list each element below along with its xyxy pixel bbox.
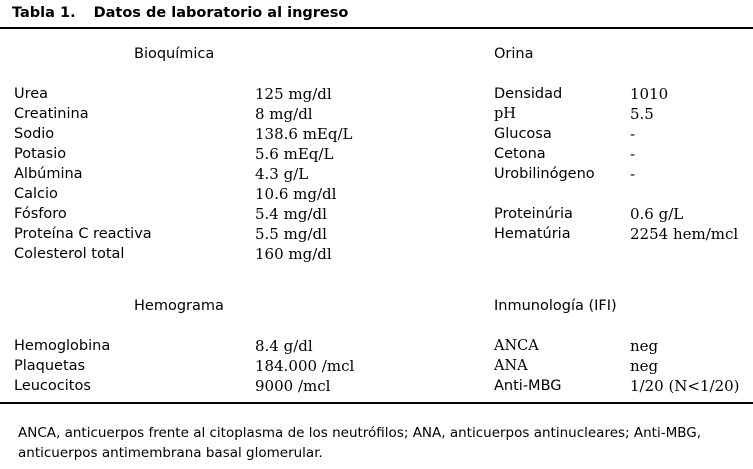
- table-number: Tabla 1.: [12, 5, 76, 21]
- row-label-ph: pH: [494, 106, 516, 122]
- row-label-hematuria: Hematúria: [494, 226, 571, 242]
- row-label-anca: ANCA: [494, 338, 539, 354]
- section-heading-hemograma: Hemograma: [134, 298, 224, 314]
- row-value-densidad: 1010: [630, 85, 669, 103]
- section-heading-orina: Orina: [494, 46, 534, 62]
- row-label-plaquetas: Plaquetas: [14, 358, 86, 374]
- top-rule: [0, 27, 753, 29]
- row-label-ana: ANA: [494, 358, 528, 374]
- table-title: [12, 5, 348, 21]
- row-value-ph: 5.5: [630, 105, 654, 123]
- row-value-anca: neg: [630, 337, 659, 355]
- row-value-potasio: 5.6 mEq/L: [255, 145, 334, 163]
- row-label-cetona: Cetona: [494, 146, 546, 162]
- table-footnote: ANCA, anticuerpos frente al citoplasma de los neutrófilos; ANA, anticuerpos antinucleares; Anti-MBG, anticuerpos antimembrana basal glomerular.: [18, 425, 702, 461]
- row-value-urea: 125 mg/dl: [255, 85, 332, 103]
- row-label-fosforo: Fósforo: [14, 206, 67, 222]
- row-value-colesterol-total: 160 mg/dl: [255, 245, 332, 263]
- row-label-calcio: Calcio: [14, 186, 58, 202]
- row-label-creatinina: Creatinina: [14, 106, 89, 122]
- row-value-ana: neg: [630, 357, 659, 375]
- row-value-anti-mbg: 1/20 (N<1/20): [630, 377, 740, 395]
- row-label-sodio: Sodio: [14, 126, 55, 142]
- row-value-leucocitos: 9000 /mcl: [255, 377, 331, 395]
- row-value-sodio: 138.6 mEq/L: [255, 125, 353, 143]
- row-value-glucosa: -: [630, 125, 636, 143]
- row-label-proteina-c-reactiva: Proteína C reactiva: [14, 226, 152, 242]
- row-label-potasio: Potasio: [14, 146, 67, 162]
- row-value-hematuria: 2254 hem/mcl: [630, 225, 739, 243]
- row-label-anti-mbg: Anti-MBG: [494, 378, 562, 394]
- row-value-proteinuria: 0.6 g/L: [630, 205, 684, 223]
- table-caption: Datos de laboratorio al ingreso: [93, 5, 349, 21]
- row-label-colesterol-total: Colesterol total: [14, 246, 125, 262]
- row-label-hemoglobina: Hemoglobina: [14, 338, 111, 354]
- row-label-glucosa: Glucosa: [494, 126, 552, 142]
- row-value-albumina: 4.3 g/L: [255, 165, 309, 183]
- row-label-densidad: Densidad: [494, 86, 563, 102]
- row-label-proteinuria: Proteinúria: [494, 206, 573, 222]
- row-value-plaquetas: 184.000 /mcl: [255, 357, 355, 375]
- row-value-proteina-c-reactiva: 5.5 mg/dl: [255, 225, 327, 243]
- row-value-fosforo: 5.4 mg/dl: [255, 205, 327, 223]
- section-heading-bioquimica: Bioquímica: [134, 46, 215, 62]
- row-value-creatinina: 8 mg/dl: [255, 105, 313, 123]
- row-value-cetona: -: [630, 145, 636, 163]
- row-label-urobilinogeno: Urobilinógeno: [494, 166, 595, 182]
- bottom-rule: [0, 402, 753, 404]
- row-value-urobilinogeno: -: [630, 165, 636, 183]
- row-label-leucocitos: Leucocitos: [14, 378, 91, 394]
- row-label-albumina: Albúmina: [14, 166, 83, 182]
- row-label-urea: Urea: [14, 86, 49, 102]
- section-heading-inmunologia: Inmunología (IFI): [494, 298, 617, 314]
- row-value-hemoglobina: 8.4 g/dl: [255, 337, 313, 355]
- row-value-calcio: 10.6 mg/dl: [255, 185, 337, 203]
